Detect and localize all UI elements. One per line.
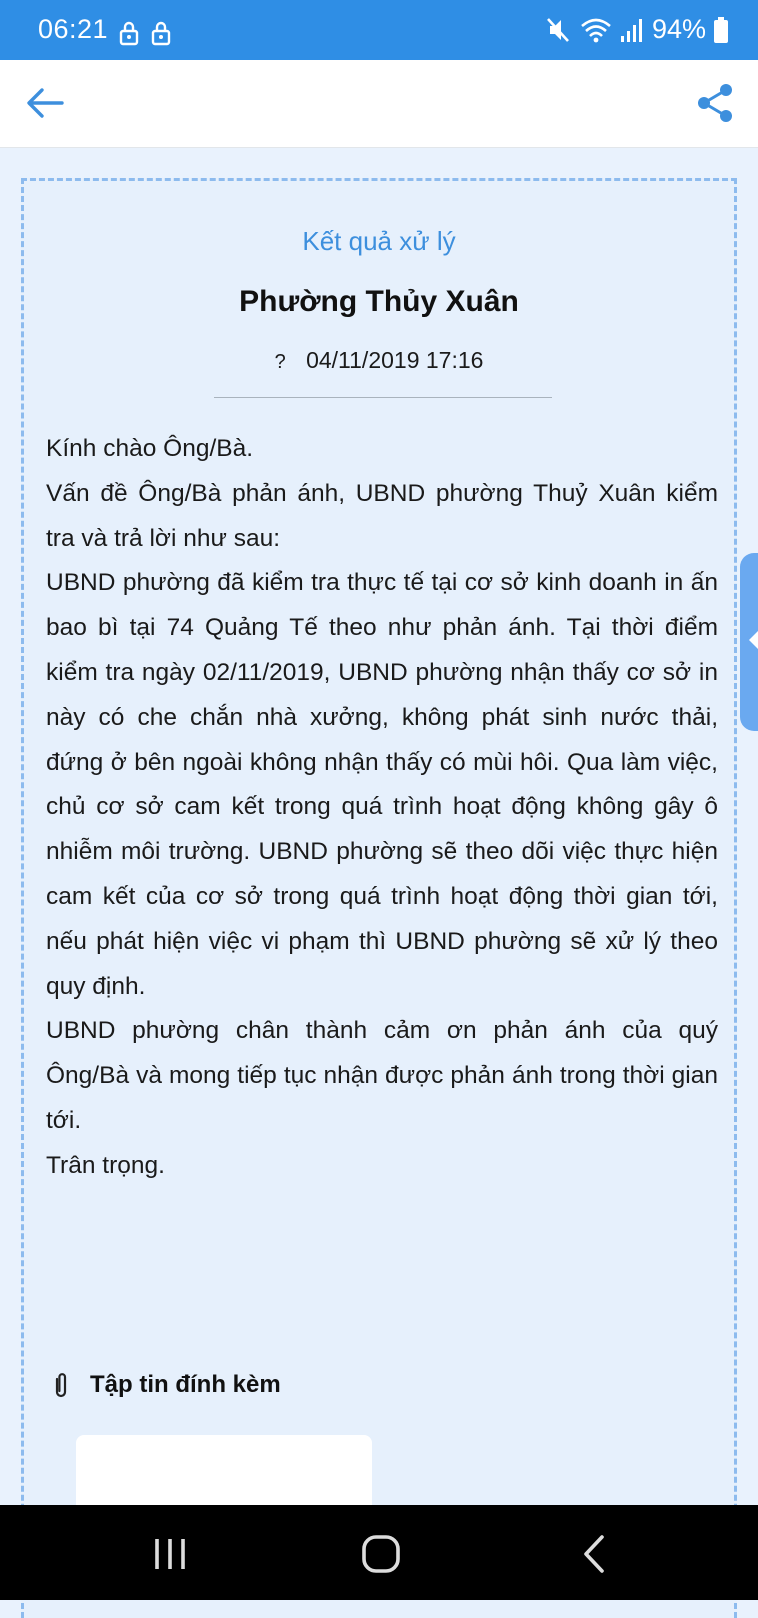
signal-icon xyxy=(620,16,644,44)
status-bar xyxy=(0,0,758,60)
date-text: 04/11/2019 17:16 xyxy=(306,347,484,373)
wifi-icon xyxy=(580,16,612,44)
result-heading: Kết quả xử lý xyxy=(302,226,456,256)
mute-icon xyxy=(546,16,572,44)
app-bar xyxy=(0,60,758,148)
back-button[interactable] xyxy=(22,80,68,126)
paragraph: Kính chào Ông/Bà. xyxy=(46,435,254,462)
paragraph: UBND phường chân thành cảm ơn phản ánh của quý Ông/Bà và mong tiếp tục nhận được phản ánh trong thời gian tới. xyxy=(46,1017,718,1134)
result-date xyxy=(24,347,734,374)
organization-name: Phường Thủy Xuân xyxy=(239,285,519,318)
lock-icon xyxy=(118,20,140,46)
share-button[interactable] xyxy=(692,80,738,126)
home-button[interactable] xyxy=(357,1529,407,1579)
chevron-left-icon xyxy=(746,629,758,651)
paragraph: UBND phường đã kiểm tra thực tế tại cơ sở kinh doanh in ấn bao bì tại 74 Quảng Tế theo như phản ánh. Tại thời điểm kiểm tra ngày 02/11/2019, UBND phường nhận thấy cơ sở in này có che chắn nhà xưởng, không phát sinh nước thải, đứng ở bên ngoài không nhận thấy có mùi hôi. Qua làm việc, chủ cơ sở cam kết trong quá trình hoạt động không gây ô nhiễm môi trường. UBND phường sẽ theo dõi việc thực hiện cam kết của cơ sở trong quá trình hoạt động thời gian tới, nếu phát hiện việc vi phạm thì UBND phường sẽ xử lý theo quy định. xyxy=(46,569,718,1000)
lock-icon xyxy=(150,20,172,46)
battery-percent: 94% xyxy=(651,14,706,44)
system-nav-bar xyxy=(0,1505,758,1600)
divider xyxy=(214,397,552,398)
recent-apps-button[interactable] xyxy=(146,1529,196,1579)
back-nav-button[interactable] xyxy=(572,1529,622,1579)
result-content xyxy=(46,427,718,1189)
date-icon: ? xyxy=(274,351,286,373)
battery-icon xyxy=(714,17,728,43)
result-card xyxy=(21,178,737,1618)
attachments-header xyxy=(52,1371,281,1399)
paragraph: Vấn đề Ông/Bà phản ánh, UBND phường Thuỷ Xuân kiểm tra và trả lời như sau: xyxy=(46,479,718,552)
attachments-label: Tập tin đính kèm xyxy=(90,1371,281,1398)
status-right-group xyxy=(546,14,728,45)
paperclip-icon xyxy=(52,1371,70,1399)
side-drawer-handle[interactable] xyxy=(740,553,758,731)
paragraph: Trân trọng. xyxy=(46,1151,165,1179)
status-time: 06:21 xyxy=(38,14,109,44)
